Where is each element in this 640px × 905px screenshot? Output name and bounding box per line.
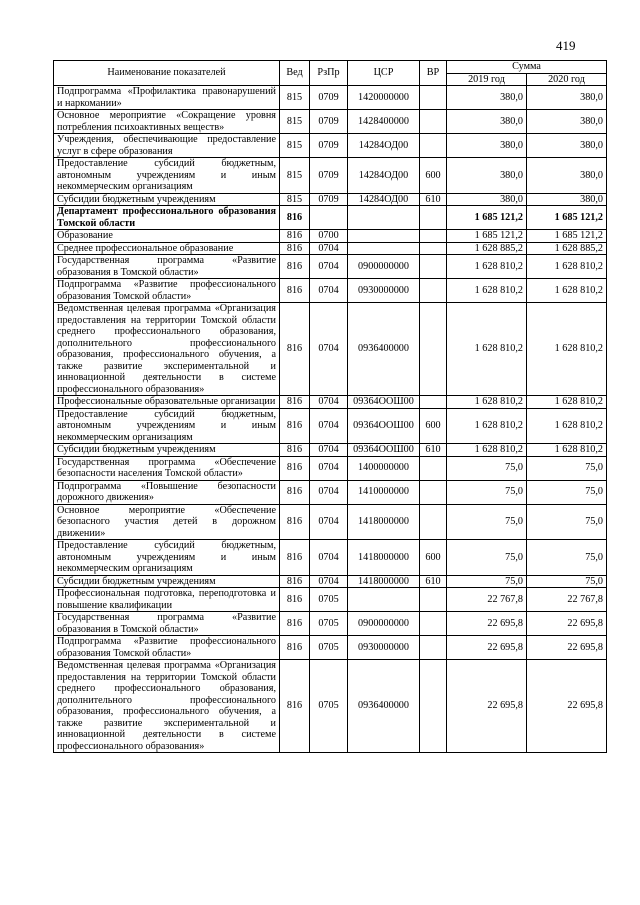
cell-name: Учреждения, обеспечивающие предоставление услуг в сфере образования xyxy=(54,134,280,158)
cell-ved: 816 xyxy=(280,408,310,444)
cell-ved: 816 xyxy=(280,242,310,255)
cell-vr xyxy=(420,456,447,480)
cell-csr: 0930000000 xyxy=(348,279,420,303)
cell-name: Подпрограмма «Развитие профессионального образования Томской области» xyxy=(54,636,280,660)
cell-name: Подпрограмма «Развитие профессионального образования Томской области» xyxy=(54,279,280,303)
cell-ved: 816 xyxy=(280,588,310,612)
cell-ved: 815 xyxy=(280,193,310,206)
cell-sum-2020: 380,0 xyxy=(527,110,607,134)
page-number: 419 xyxy=(556,38,576,53)
cell-vr: 600 xyxy=(420,158,447,194)
cell-sum-2019: 75,0 xyxy=(447,480,527,504)
cell-vr xyxy=(420,612,447,636)
cell-csr xyxy=(348,230,420,243)
table-row xyxy=(54,206,607,230)
cell-sum-2020: 380,0 xyxy=(527,134,607,158)
cell-sum-2020: 1 628 810,2 xyxy=(527,444,607,457)
cell-csr: 09364ООШ00 xyxy=(348,396,420,409)
cell-name: Государственная программа «Развитие образования в Томской области» xyxy=(54,255,280,279)
cell-sum-2019: 22 695,8 xyxy=(447,612,527,636)
cell-rzpr: 0704 xyxy=(310,242,348,255)
cell-rzpr: 0705 xyxy=(310,588,348,612)
cell-sum-2020: 1 628 810,2 xyxy=(527,303,607,396)
cell-name: Профессиональные образовательные организации xyxy=(54,396,280,409)
header-sum: Сумма xyxy=(447,61,607,74)
table-body xyxy=(54,86,607,753)
table-row xyxy=(54,660,607,753)
cell-sum-2019: 22 695,8 xyxy=(447,660,527,753)
cell-name: Предоставление субсидий бюджетным, автономным учреждениям и иным некоммерческим организациям xyxy=(54,158,280,194)
cell-rzpr: 0709 xyxy=(310,134,348,158)
table-row xyxy=(54,612,607,636)
cell-rzpr: 0705 xyxy=(310,636,348,660)
cell-vr xyxy=(420,396,447,409)
header-vr: ВР xyxy=(420,61,447,86)
header-csr: ЦСР xyxy=(348,61,420,86)
cell-sum-2020: 22 767,8 xyxy=(527,588,607,612)
cell-sum-2020: 22 695,8 xyxy=(527,612,607,636)
cell-rzpr xyxy=(310,206,348,230)
header-2020: 2020 год xyxy=(527,73,607,86)
cell-name: Среднее профессиональное образование xyxy=(54,242,280,255)
cell-sum-2019: 380,0 xyxy=(447,193,527,206)
cell-rzpr: 0709 xyxy=(310,110,348,134)
cell-sum-2019: 75,0 xyxy=(447,540,527,576)
cell-sum-2020: 1 628 810,2 xyxy=(527,255,607,279)
cell-name: Государственная программа «Обеспечение безопасности населения Томской области» xyxy=(54,456,280,480)
cell-rzpr: 0704 xyxy=(310,480,348,504)
header-name: Наименование показателей xyxy=(54,61,280,86)
cell-name: Предоставление субсидий бюджетным, автономным учреждениям и иным некоммерческим организациям xyxy=(54,408,280,444)
cell-name: Департамент профессионального образования Томской области xyxy=(54,206,280,230)
header-ved: Вед xyxy=(280,61,310,86)
cell-sum-2020: 75,0 xyxy=(527,540,607,576)
cell-ved: 815 xyxy=(280,134,310,158)
cell-ved: 816 xyxy=(280,575,310,588)
table-row xyxy=(54,279,607,303)
cell-vr xyxy=(420,242,447,255)
cell-csr: 1418000000 xyxy=(348,540,420,576)
cell-ved: 815 xyxy=(280,86,310,110)
cell-csr: 0900000000 xyxy=(348,612,420,636)
cell-sum-2019: 75,0 xyxy=(447,504,527,540)
cell-sum-2020: 75,0 xyxy=(527,480,607,504)
cell-ved: 816 xyxy=(280,612,310,636)
cell-rzpr: 0704 xyxy=(310,303,348,396)
table-row xyxy=(54,242,607,255)
cell-ved: 815 xyxy=(280,158,310,194)
cell-csr: 09364ООШ00 xyxy=(348,408,420,444)
cell-vr xyxy=(420,86,447,110)
cell-ved: 816 xyxy=(280,480,310,504)
cell-sum-2019: 1 628 885,2 xyxy=(447,242,527,255)
cell-name: Ведомственная целевая программа «Организация предоставления на территории Томской области среднего профессионального образования, дополнительного профессионального образования, профессионального обучения, а также развитие экспериментальной и инновационной деятельности в системе профессионального образования» xyxy=(54,303,280,396)
cell-csr: 1428400000 xyxy=(348,110,420,134)
cell-csr: 09364ООШ00 xyxy=(348,444,420,457)
cell-ved: 816 xyxy=(280,255,310,279)
cell-name: Подпрограмма «Профилактика правонарушений и наркомании» xyxy=(54,86,280,110)
cell-vr xyxy=(420,480,447,504)
table-row xyxy=(54,480,607,504)
cell-sum-2019: 1 628 810,2 xyxy=(447,279,527,303)
cell-csr: 1418000000 xyxy=(348,575,420,588)
cell-name: Основное мероприятие «Обеспечение безопасного участия детей в дорожном движении» xyxy=(54,504,280,540)
cell-vr xyxy=(420,636,447,660)
cell-rzpr: 0704 xyxy=(310,444,348,457)
cell-ved: 816 xyxy=(280,660,310,753)
cell-rzpr: 0704 xyxy=(310,279,348,303)
cell-ved: 816 xyxy=(280,540,310,576)
cell-rzpr: 0704 xyxy=(310,504,348,540)
cell-ved: 816 xyxy=(280,279,310,303)
cell-csr: 1420000000 xyxy=(348,86,420,110)
cell-csr xyxy=(348,206,420,230)
cell-csr: 0930000000 xyxy=(348,636,420,660)
cell-rzpr: 0704 xyxy=(310,408,348,444)
cell-rzpr: 0704 xyxy=(310,396,348,409)
cell-name: Подпрограмма «Повышение безопасности дорожного движения» xyxy=(54,480,280,504)
cell-sum-2020: 1 685 121,2 xyxy=(527,230,607,243)
table-row xyxy=(54,575,607,588)
cell-ved: 816 xyxy=(280,230,310,243)
cell-sum-2019: 1 628 810,2 xyxy=(447,408,527,444)
cell-csr: 1418000000 xyxy=(348,504,420,540)
cell-name: Ведомственная целевая программа «Организация предоставления на территории Томской области среднего профессионального образования, дополнительного профессионального образования, профессионального обучения, а также развитие экспериментальной и инновационной деятельности в системе профессионального образования» xyxy=(54,660,280,753)
cell-sum-2020: 1 628 810,2 xyxy=(527,396,607,409)
cell-name: Субсидии бюджетным учреждениям xyxy=(54,575,280,588)
cell-sum-2019: 1 628 810,2 xyxy=(447,444,527,457)
cell-ved: 815 xyxy=(280,110,310,134)
cell-ved: 816 xyxy=(280,444,310,457)
cell-csr: 1400000000 xyxy=(348,456,420,480)
cell-ved: 816 xyxy=(280,504,310,540)
cell-sum-2020: 1 628 810,2 xyxy=(527,408,607,444)
table-row xyxy=(54,396,607,409)
cell-vr: 610 xyxy=(420,193,447,206)
cell-name: Субсидии бюджетным учреждениям xyxy=(54,193,280,206)
cell-sum-2020: 1 628 810,2 xyxy=(527,279,607,303)
budget-table xyxy=(53,60,607,753)
cell-vr xyxy=(420,279,447,303)
cell-rzpr: 0709 xyxy=(310,193,348,206)
cell-sum-2019: 380,0 xyxy=(447,158,527,194)
cell-sum-2019: 22 767,8 xyxy=(447,588,527,612)
header-row xyxy=(54,61,607,74)
cell-sum-2019: 1 628 810,2 xyxy=(447,303,527,396)
cell-vr xyxy=(420,255,447,279)
cell-csr: 14284ОД00 xyxy=(348,134,420,158)
header-rzpr: РзПр xyxy=(310,61,348,86)
cell-vr xyxy=(420,303,447,396)
cell-vr: 610 xyxy=(420,444,447,457)
cell-sum-2019: 22 695,8 xyxy=(447,636,527,660)
cell-vr xyxy=(420,588,447,612)
table-row xyxy=(54,408,607,444)
cell-rzpr: 0704 xyxy=(310,255,348,279)
table-row xyxy=(54,110,607,134)
table-row xyxy=(54,86,607,110)
cell-rzpr: 0705 xyxy=(310,660,348,753)
cell-sum-2020: 380,0 xyxy=(527,193,607,206)
cell-vr xyxy=(420,660,447,753)
cell-rzpr: 0700 xyxy=(310,230,348,243)
cell-rzpr: 0704 xyxy=(310,540,348,576)
cell-csr: 0936400000 xyxy=(348,660,420,753)
cell-vr xyxy=(420,206,447,230)
cell-name: Основное мероприятие «Сокращение уровня потребления психоактивных веществ» xyxy=(54,110,280,134)
cell-ved: 816 xyxy=(280,396,310,409)
cell-rzpr: 0705 xyxy=(310,612,348,636)
cell-vr xyxy=(420,134,447,158)
cell-sum-2019: 1 628 810,2 xyxy=(447,396,527,409)
cell-vr: 600 xyxy=(420,540,447,576)
cell-sum-2020: 22 695,8 xyxy=(527,636,607,660)
cell-vr xyxy=(420,504,447,540)
cell-csr: 0900000000 xyxy=(348,255,420,279)
cell-csr: 14284ОД00 xyxy=(348,193,420,206)
table-row xyxy=(54,193,607,206)
table-row xyxy=(54,158,607,194)
table-row xyxy=(54,255,607,279)
cell-rzpr: 0709 xyxy=(310,158,348,194)
table-row xyxy=(54,456,607,480)
cell-rzpr: 0704 xyxy=(310,575,348,588)
table-row xyxy=(54,303,607,396)
cell-vr xyxy=(420,230,447,243)
cell-csr: 14284ОД00 xyxy=(348,158,420,194)
cell-vr: 600 xyxy=(420,408,447,444)
cell-csr: 1410000000 xyxy=(348,480,420,504)
cell-sum-2019: 1 685 121,2 xyxy=(447,206,527,230)
cell-sum-2020: 380,0 xyxy=(527,158,607,194)
table-row xyxy=(54,588,607,612)
cell-name: Предоставление субсидий бюджетным, автономным учреждениям и иным некоммерческим организациям xyxy=(54,540,280,576)
cell-csr: 0936400000 xyxy=(348,303,420,396)
cell-vr: 610 xyxy=(420,575,447,588)
table-row xyxy=(54,134,607,158)
cell-sum-2019: 75,0 xyxy=(447,575,527,588)
table-row xyxy=(54,636,607,660)
cell-sum-2020: 1 685 121,2 xyxy=(527,206,607,230)
cell-name: Профессиональная подготовка, переподготовка и повышение квалификации xyxy=(54,588,280,612)
table-row xyxy=(54,444,607,457)
cell-sum-2020: 75,0 xyxy=(527,575,607,588)
cell-sum-2020: 22 695,8 xyxy=(527,660,607,753)
cell-sum-2019: 1 628 810,2 xyxy=(447,255,527,279)
cell-ved: 816 xyxy=(280,206,310,230)
table-row xyxy=(54,540,607,576)
cell-ved: 816 xyxy=(280,636,310,660)
cell-ved: 816 xyxy=(280,303,310,396)
cell-sum-2020: 1 628 885,2 xyxy=(527,242,607,255)
cell-rzpr: 0709 xyxy=(310,86,348,110)
cell-csr xyxy=(348,588,420,612)
cell-sum-2019: 1 685 121,2 xyxy=(447,230,527,243)
cell-sum-2020: 75,0 xyxy=(527,504,607,540)
cell-csr xyxy=(348,242,420,255)
cell-sum-2019: 380,0 xyxy=(447,86,527,110)
table-row xyxy=(54,504,607,540)
cell-sum-2019: 380,0 xyxy=(447,110,527,134)
header-2019: 2019 год xyxy=(447,73,527,86)
cell-sum-2019: 75,0 xyxy=(447,456,527,480)
cell-sum-2020: 380,0 xyxy=(527,86,607,110)
cell-vr xyxy=(420,110,447,134)
cell-sum-2020: 75,0 xyxy=(527,456,607,480)
table-row xyxy=(54,230,607,243)
cell-rzpr: 0704 xyxy=(310,456,348,480)
cell-name: Государственная программа «Развитие образования в Томской области» xyxy=(54,612,280,636)
cell-ved: 816 xyxy=(280,456,310,480)
cell-sum-2019: 380,0 xyxy=(447,134,527,158)
cell-name: Субсидии бюджетным учреждениям xyxy=(54,444,280,457)
cell-name: Образование xyxy=(54,230,280,243)
